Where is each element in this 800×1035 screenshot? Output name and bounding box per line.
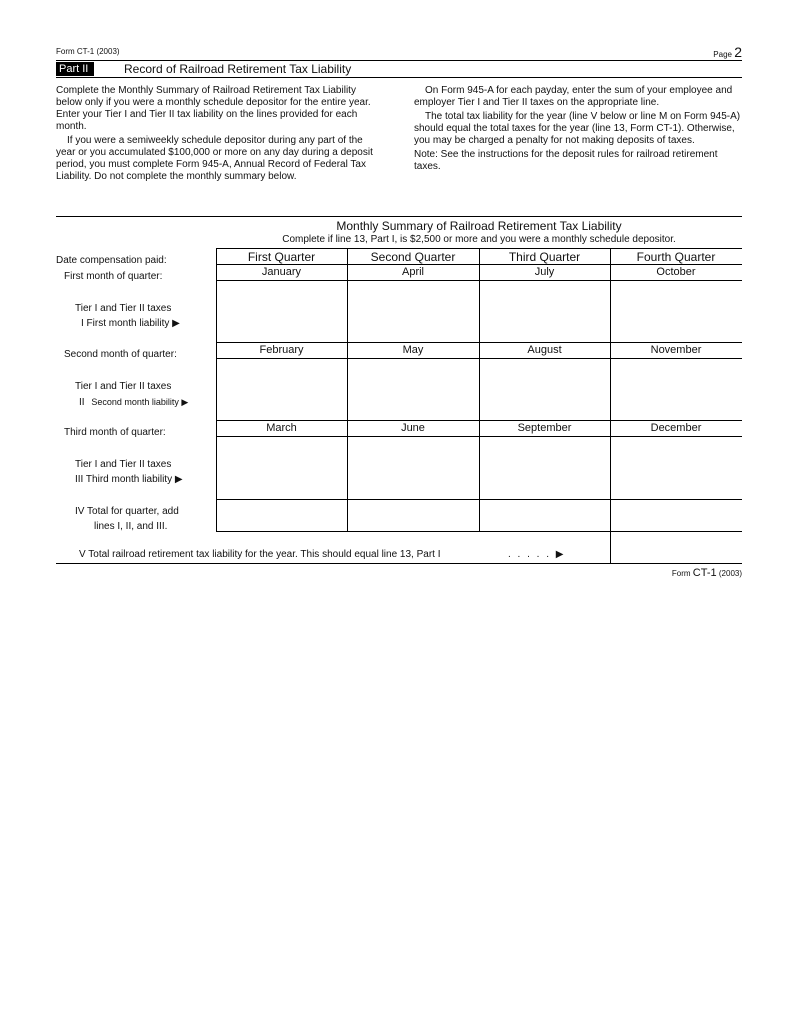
top-rule — [56, 60, 742, 61]
year-total-field[interactable] — [611, 532, 742, 563]
third-month-4: December — [650, 422, 702, 434]
footer-form-id — [672, 567, 742, 579]
second-month-liability-q4[interactable] — [611, 359, 742, 420]
instructions-left-p1: Complete the Monthly Summary of Railroad Retirement Tax Liability below only if you were a monthly schedule depositor for the entire year. Enter your Tier I and Tier II tax liability on the lines provided for each month. — [56, 85, 371, 132]
first-month-liability-q3[interactable] — [480, 281, 610, 342]
quarter-total-q1[interactable] — [217, 500, 347, 531]
quarter-header-3: Third Quarter — [508, 250, 581, 264]
grid-line-bottom — [56, 563, 742, 564]
first-month-2: April — [401, 266, 424, 278]
line3-label-b: III Third month liability ▶ — [75, 474, 183, 485]
second-month-label: Second month of quarter: — [64, 349, 177, 360]
quarter-header-2: Second Quarter — [370, 250, 456, 264]
footer-prefix: Form — [671, 569, 691, 578]
third-month-2: June — [401, 422, 425, 434]
second-month-liability-q1[interactable] — [217, 359, 347, 420]
first-month-4: October — [656, 266, 696, 278]
second-month-3: August — [527, 344, 562, 356]
third-month-liability-q2[interactable] — [348, 437, 479, 499]
third-month-1: March — [266, 422, 297, 434]
part-title: Record of Railroad Retirement Tax Liability — [124, 62, 352, 76]
second-month-4: November — [650, 344, 702, 356]
line3-label-a: Tier I and Tier II taxes — [75, 459, 172, 470]
summary-top-rule — [56, 216, 742, 217]
instructions-right-p1: On Form 945-A for each payday, enter the sum of your employee and employer Tier I and Tier II taxes on the appropriate line. — [414, 85, 733, 108]
date-label: Date compensation paid: — [56, 255, 167, 266]
first-month-1: January — [261, 266, 302, 278]
third-month-label: Third month of quarter: — [64, 427, 166, 438]
third-month-liability-q1[interactable] — [217, 437, 347, 499]
line2-text: Second month liability ▶ — [91, 397, 189, 407]
instructions-right-p2: The total tax liability for the year (line V below or line M on Form 945-A) should equal the total taxes for the year (line 13, Form CT-1). Otherwise, you may be charged a penalty for not making deposits of taxes. — [414, 111, 741, 146]
quarter-total-q2[interactable] — [348, 500, 479, 531]
summary-title: Monthly Summary of Railroad Retirement Tax Liability — [336, 219, 622, 233]
part-label: Part II — [56, 62, 94, 76]
third-month-liability-q4[interactable] — [611, 437, 742, 499]
line2-number: II — [79, 397, 85, 408]
line2-label-b — [79, 396, 188, 409]
page-number: 2 — [734, 44, 742, 60]
page-indicator — [713, 44, 742, 60]
first-month-liability-q4[interactable] — [611, 281, 742, 342]
line4-label-a: IV Total for quarter, add — [75, 506, 179, 517]
line2-label-a: Tier I and Tier II taxes — [75, 381, 172, 392]
second-month-liability-q2[interactable] — [348, 359, 479, 420]
line5-label: V Total railroad retirement tax liability for the year. This should equal line 13, Part I — [79, 549, 441, 560]
instructions-right-note: Note: See the instructions for the deposit rules for railroad retirement taxes. — [414, 149, 718, 172]
instructions-left — [56, 85, 384, 183]
instructions-left-p2: If you were a semiweekly schedule depositor during any part of the year or you accumulated $100,000 or more on any day during a deposit period, you must complete Form 945-A, Annual Record of Federal Tax Liability. Do not complete the monthly summary below. — [56, 135, 373, 182]
footer-form: CT-1 — [692, 567, 717, 579]
line5-dots: . . . . . ▶ — [508, 549, 566, 560]
quarter-total-q3[interactable] — [480, 500, 610, 531]
line1-label-a: Tier I and Tier II taxes — [75, 303, 172, 314]
footer-year: (2003) — [718, 569, 742, 578]
first-month-3: July — [534, 266, 555, 278]
line4-label-b: lines I, II, and III. — [94, 521, 168, 532]
quarter-header-4: Fourth Quarter — [636, 250, 716, 264]
instructions-right — [414, 85, 742, 173]
form-id: Form CT-1 (2003) — [56, 47, 120, 56]
second-month-liability-q3[interactable] — [480, 359, 610, 420]
quarter-header-1: First Quarter — [247, 250, 316, 264]
first-month-liability-q2[interactable] — [348, 281, 479, 342]
first-month-label: First month of quarter: — [64, 271, 163, 282]
third-month-3: September — [517, 422, 572, 434]
third-month-liability-q3[interactable] — [480, 437, 610, 499]
page-prefix: Page — [713, 50, 732, 59]
first-month-liability-q1[interactable] — [217, 281, 347, 342]
summary-subtitle: Complete if line 13, Part I, is $2,500 or more and you were a monthly schedule depositor. — [282, 234, 676, 245]
second-month-1: February — [259, 344, 304, 356]
line1-label-b: I First month liability ▶ — [81, 318, 180, 329]
quarter-total-q4[interactable] — [611, 500, 742, 531]
part-rule — [56, 77, 742, 78]
second-month-2: May — [402, 344, 424, 356]
